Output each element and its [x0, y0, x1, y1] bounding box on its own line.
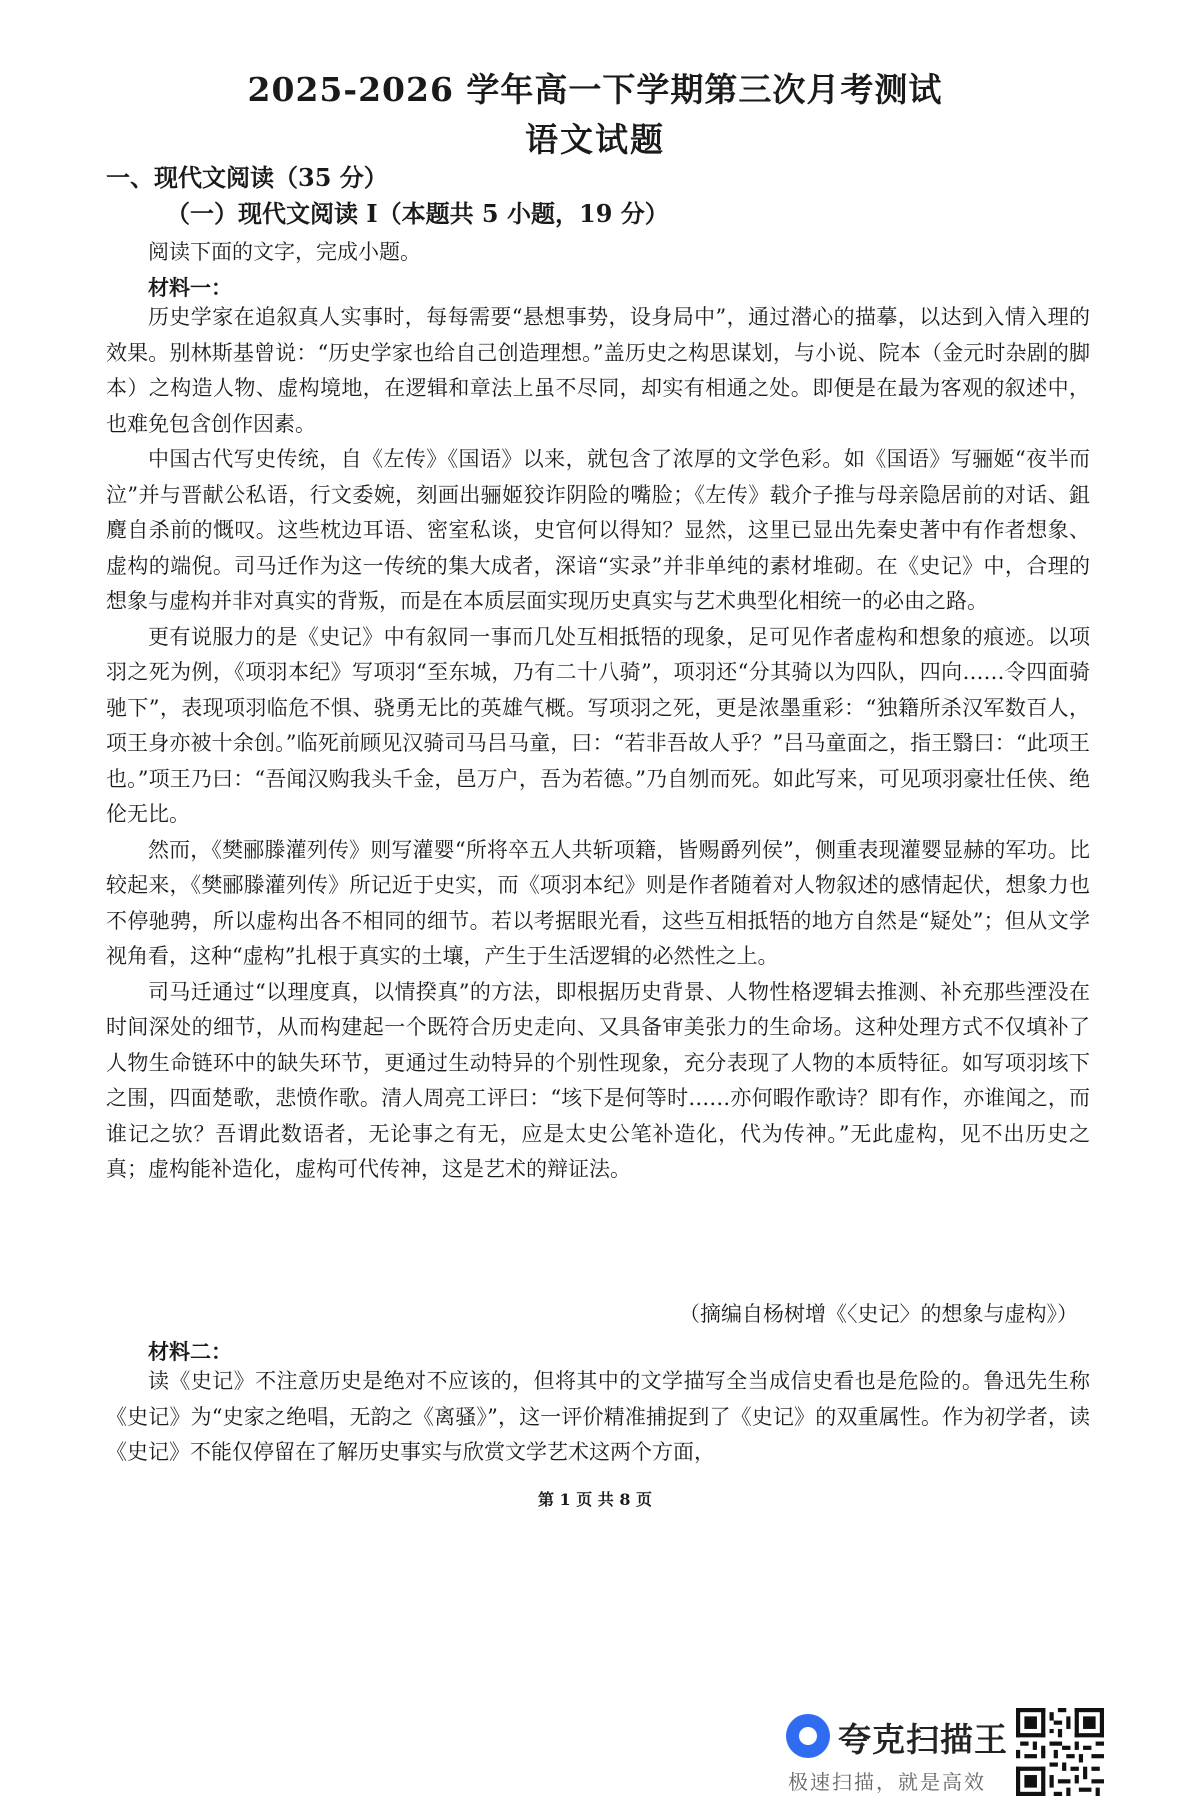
scanner-logo-icon — [786, 1714, 830, 1758]
reading-instruction: 阅读下面的文字，完成小题。 — [148, 240, 421, 264]
material1-body — [106, 300, 1090, 1188]
scanner-app-name: 夸克扫描王 — [838, 1720, 1008, 1759]
material1-source: （摘编自杨树增《〈史记〉的想象与虚构》） — [679, 1302, 1078, 1326]
material1-paragraph: 历史学家在追叙真人实事时，每每需要“悬想事势，设身局中”，通过潜心的描摹，以达到入情入理的效果。别林斯基曾说：“历史学家也给自己创造理想。”盖历史之构思谋划，与小说、院本（金元时杂剧的脚本）之构造人物、虚构境地，在逻辑和章法上虽不尽同，却实有相通之处。即便是在最为客观的叙述中，也难免包含创作因素。 — [106, 305, 1090, 436]
material1-paragraph: 司马迁通过“以理度真，以情揆真”的方法，即根据历史背景、人物性格逻辑去推测、补充那些湮没在时间深处的细节，从而构建起一个既符合历史走向、又具备审美张力的生命场。这种处理方式不仅填补了人物生命链环中的缺失环节，更通过生动特异的个别性现象，充分表现了人物的本质特征。如写项羽垓下之围，四面楚歌，悲愤作歌。清人周亮工评曰：“垓下是何等时……亦何暇作歌诗？即有作，亦谁闻之，而谁记之欤？吾谓此数语者，无论事之有无，应是太史公笔补造化，代为传神。”无此虚构，见不出历史之真；虚构能补造化，虚构可代传神，这是艺术的辩证法。 — [106, 979, 1090, 1181]
material1-paragraph: 然而，《樊郦滕灌列传》则写灌婴“所将卒五人共斩项籍，皆赐爵列侯”，侧重表现灌婴显赫的军功。比较起来，《樊郦滕灌列传》所记近于史实，而《项羽本纪》则是作者随着对人物叙述的感情起伏，想象力也不停驰骋，所以虚构出各不相同的细节。若以考据眼光看，这些互相抵牾的地方自然是“疑处”；但从文学视角看，这种“虚构”扎根于真实的土壤，产生于生活逻辑的必然性之上。 — [106, 837, 1090, 968]
material2-label: 材料二： — [148, 1339, 232, 1364]
subsection-heading: （一）现代文阅读 I（本题共 5 小题，19 分） — [166, 199, 669, 228]
material1-label: 材料一： — [148, 275, 232, 300]
qr-code-icon — [1016, 1708, 1104, 1796]
material2-body — [106, 1364, 1090, 1471]
page-footer: 第 1 页 共 8 页 — [537, 1490, 653, 1509]
exam-subtitle: 语文试题 — [525, 120, 665, 159]
material1-paragraph: 中国古代写史传统，自《左传》《国语》以来，就包含了浓厚的文学色彩。如《国语》写骊姬“夜半而泣”并与晋献公私语，行文委婉，刻画出骊姬狡诈阴险的嘴脸；《左传》载介子推与母亲隐居前的对话、鉏麑自杀前的慨叹。这些枕边耳语、密室私谈，史官何以得知？显然，这里已显出先秦史著中有作者想象、虚构的端倪。司马迁作为这一传统的集大成者，深谙“实录”并非单纯的素材堆砌。在《史记》中，合理的想象与虚构并非对真实的背叛，而是在本质层面实现历史真实与艺术典型化相统一的必由之路。 — [106, 447, 1090, 613]
material1-paragraph: 更有说服力的是《史记》中有叙同一事而几处互相抵牾的现象，足可见作者虚构和想象的痕迹。以项羽之死为例，《项羽本纪》写项羽“至东城，乃有二十八骑”，项羽还“分其骑以为四队，四向……令四面骑驰下”，表现项羽临危不惧、骁勇无比的英雄气概。写项羽之死，更是浓墨重彩：“独籍所杀汉军数百人，项王身亦被十余创。”临死前顾见汉骑司马吕马童，曰：“若非吾故人乎？”吕马童面之，指王翳曰：“此项王也。”项王乃曰：“吾闻汉购我头千金，邑万户，吾为若德。”乃自刎而死。如此写来，可见项羽豪壮任侠、绝伦无比。 — [106, 624, 1090, 826]
exam-title: 2025-2026 学年高一下学期第三次月考测试 — [247, 70, 943, 109]
scanner-watermark — [782, 1706, 1022, 1796]
scanner-slogan: 极速扫描，就是高效 — [788, 1770, 986, 1794]
section-heading: 一、现代文阅读（35 分） — [106, 163, 388, 192]
material2-paragraph: 读《史记》不注意历史是绝对不应该的，但将其中的文学描写全当成信史看也是危险的。鲁迅先生称《史记》为“史家之绝唱，无韵之《离骚》”，这一评价精准捕捉到了《史记》的双重属性。作为初学者，读《史记》不能仅停留在了解历史事实与欣赏文学艺术这两个方面， — [106, 1369, 1090, 1464]
